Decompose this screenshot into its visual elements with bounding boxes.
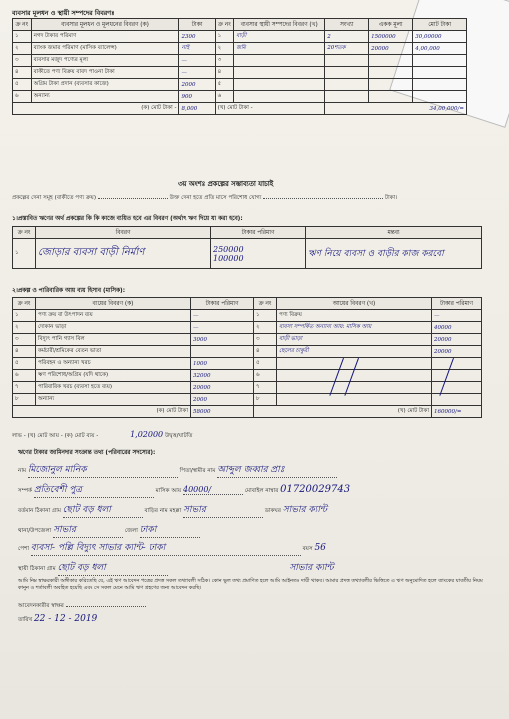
cell-n2: ৫ <box>254 358 277 370</box>
district: ঢাকা <box>140 522 200 538</box>
cell-n: ১ <box>13 310 36 322</box>
table-row <box>13 346 482 358</box>
cell-n: ১ <box>13 239 36 269</box>
guarantor-father: আব্দুল জব্বার প্রাঃ <box>217 462 337 478</box>
cell-n: ১ <box>13 31 32 43</box>
thana: সাভার <box>53 522 123 538</box>
cell-iamt: 20000 <box>432 346 482 358</box>
guarantor-title: ঋণের টাকার জামিনদার সংক্রান্ত তথ্য (পরিবারের সদস্যের): <box>18 450 156 456</box>
cell-asset: বাড়ী <box>234 31 325 43</box>
cell-n: ৭ <box>13 382 36 394</box>
income-expense-title: ২।প্রকল্প ও পারিবারিক আয় ব্যয় হিসাব (মাসিক): <box>12 288 126 294</box>
guarantor-occupation-line <box>18 540 326 556</box>
cell-n: ২ <box>13 322 36 334</box>
cell-exp: পণ্য ক্রয় বা উৎপাদন ব্যয় <box>36 310 191 322</box>
cell-eamt <box>191 346 254 358</box>
guarantor-address-line <box>18 502 327 518</box>
total-right-label: (খ) মোট টাকা <box>254 406 432 418</box>
date-line <box>18 614 97 625</box>
cell-n2: ১ <box>215 31 234 43</box>
cell-n: ২ <box>13 43 32 55</box>
col-header: আয়ের বিবরণ (খ) <box>277 298 432 310</box>
cell-qty: 2 <box>325 31 369 43</box>
cell-exp: বিদ্যুৎ পানি গ্যাস বিল <box>36 334 191 346</box>
cell-eamt: 20000 <box>191 382 254 394</box>
perm-post: সাভার ক্যান্ট <box>289 563 334 573</box>
debt-line <box>12 194 397 203</box>
loan-use-title: ১।প্রস্তাবিত ঋণের অর্থ প্রকল্পের কি কি কাজে ব্যয়িত হবে এর বিবরণ (অর্থাৎ ঋণ দিয়ে যা করা হবে): <box>12 216 243 222</box>
total-right-value: 160000/= <box>432 406 482 418</box>
present-label: বর্তমান ঠিকানা গ্রাম <box>18 508 61 514</box>
age-label: বয়স <box>302 546 313 552</box>
net-suffix: উদ্বৃত্ত/ঘাটতি <box>164 433 193 439</box>
cell-unit: 1500000 <box>369 31 413 43</box>
holding: সাভার <box>183 502 263 518</box>
cell-desc: অন্যান্য <box>31 91 179 103</box>
col-header: ক্র নং <box>13 19 32 31</box>
amount-line-2: 100000 <box>213 253 244 263</box>
name-label: নাম <box>18 468 27 474</box>
cell-iamt: 40000 <box>432 322 482 334</box>
table-row <box>13 43 467 55</box>
cell-desc: ব্যবসার মজুদ পণ্যের মূল্য <box>31 55 179 67</box>
cell-eamt: 32000 <box>191 370 254 382</box>
cell-eamt: 3000 <box>191 334 254 346</box>
table-row <box>13 67 467 79</box>
date-value: 22 - 12 - 2019 <box>33 614 98 624</box>
perm-label: স্থায়ী ঠিকানা গ্রাম <box>18 566 56 572</box>
total-left-label: (ক) মোট টাকা - <box>13 103 179 115</box>
income-expense-table <box>12 297 482 418</box>
table-row <box>13 55 467 67</box>
net-value: 1,02000 <box>130 430 164 439</box>
cell-exp: কর্মচারী/শ্রমিকের বেতন ভাতা <box>36 346 191 358</box>
cell-inc: ছেলের চাকুরী <box>277 346 432 358</box>
cell-exp: পারিবারিক খরচ (ব্যবসা হতে ব্যয়) <box>36 382 191 394</box>
cell-n2: ৬ <box>215 91 234 103</box>
cell-n2: ৫ <box>215 79 234 91</box>
total-right-label: (খ) মোট টাকা - <box>215 103 325 115</box>
signature-line <box>18 602 146 611</box>
col-header: ব্যয়ের বিবরণ (ক) <box>36 298 191 310</box>
guarantor-relation: প্রতিবেশী পুত্র <box>34 482 154 498</box>
sign-label: আবেদনকারীর স্বাক্ষর <box>18 603 64 609</box>
debt-label: প্রকল্পের দেনা সমূহ (বাকীতে পণ্য ক্রয়) <box>12 195 97 201</box>
post: সাভার ক্যান্ট <box>282 505 328 515</box>
guarantor-name-line <box>18 462 337 478</box>
total-left-label: (ক) মোট টাকা <box>13 406 191 418</box>
cell-n: ৪ <box>13 346 36 358</box>
loan-use-table <box>12 226 482 269</box>
amount-line-1: 250000 <box>213 244 244 254</box>
cell-total: 30,00000 <box>413 31 467 43</box>
cell-desc: জোড়ার ব্যবসা বাড়ী নির্মাণ <box>36 239 211 269</box>
cell-n2: ২ <box>215 43 234 55</box>
cell-eamt: 1000 <box>191 358 254 370</box>
cell-n2: ৪ <box>254 346 277 358</box>
col-header: ক্র নং <box>254 298 277 310</box>
thana-label: থানা/উপজেলা <box>18 528 52 534</box>
col-header: ক্র নং <box>13 227 36 239</box>
cell-exp: অন্যান্য <box>36 394 191 406</box>
cell-n2: ১ <box>254 310 277 322</box>
table-header-row <box>13 298 482 310</box>
income-label: মাসিক আয় <box>155 488 182 494</box>
col-header: টাকার পরিমাণ <box>191 298 254 310</box>
district-label: জেলা <box>124 528 138 534</box>
guarantor-income: 40000/ <box>183 485 243 495</box>
date-label: তারিখ <box>18 617 33 623</box>
col-header: বিবরণ <box>36 227 211 239</box>
debt-blank <box>98 198 168 199</box>
col-header: টাকার পরিমাণ <box>211 227 306 239</box>
total-left-value: 8,000 <box>179 103 215 115</box>
repay-blank <box>263 198 383 199</box>
table-header-row <box>13 227 482 239</box>
cell-amount: — <box>179 55 215 67</box>
net-label: লাভ - (খ) মোট আয় - (ক) মোট ব্যয় - <box>12 433 99 439</box>
cell-unit: 20000 <box>369 43 413 55</box>
capital-section-title: ব্যবসার মূলধন ও স্থায়ী সম্পদের বিবরণঃ <box>12 9 115 17</box>
net-line <box>12 430 192 441</box>
cell-n2: ৪ <box>215 67 234 79</box>
table-row <box>13 382 482 394</box>
col-header: ক্র নং <box>215 19 234 31</box>
cell-n2: ৩ <box>215 55 234 67</box>
table-row <box>13 91 467 103</box>
cell-desc: নগদ টাকার পরিমাণ <box>31 31 179 43</box>
cell-n2: ৮ <box>254 394 277 406</box>
present-village: ছোট বড় ধলা <box>63 502 143 518</box>
guarantor-permanent-line <box>18 560 334 576</box>
cell-n: ৩ <box>13 55 32 67</box>
cell-inc: পণ্য বিক্রয় <box>277 310 432 322</box>
guarantor-name: মিজোনুল মানিক <box>28 462 178 478</box>
father-label: পিতা/স্বামীর নাম <box>179 468 216 474</box>
cell-n2: ৭ <box>254 382 277 394</box>
guarantor-relation-line <box>18 482 350 498</box>
col-header: মোট টাকা <box>413 19 467 31</box>
cell-exp: ঋণ পরিশোধ/অগ্রিম (যদি থাকে) <box>36 370 191 382</box>
occupation-label: পেশা <box>18 546 29 552</box>
sign-blank <box>66 606 146 607</box>
occupation: ব্যবসা- পল্লি বিদ্যুৎ সাভার ক্যান্ট- ঢাকা <box>31 540 301 556</box>
col-header: একক মূল্য <box>369 19 413 31</box>
col-header: ক্র নং <box>13 298 36 310</box>
guarantor-mobile: 01720029743 <box>280 484 351 495</box>
post-label: ডাকঘর <box>264 508 281 514</box>
cell-amount: 2000 <box>179 79 215 91</box>
repay-label: উক্ত দেনা হতে প্রতি মাসে পরিশোধ যোগ্য <box>169 195 262 201</box>
total-right-value: 34,00,000/= <box>325 103 467 115</box>
table-row <box>13 239 482 269</box>
cell-n: ৪ <box>13 67 32 79</box>
guarantor-thana-line <box>18 522 200 538</box>
age: 56 <box>314 543 326 553</box>
cell-desc: বাকীতে পণ্য বিক্রয় বাবদ পাওনা টাকা <box>31 67 179 79</box>
table-header-row <box>13 19 467 31</box>
cell-n2: ২ <box>254 322 277 334</box>
cell-exp: দোকান ভাড়া <box>36 322 191 334</box>
cell-desc: অগ্রিম টাকা প্রদান (ব্যবসার কাজে) <box>31 79 179 91</box>
cell-amount: 2300 <box>179 31 215 43</box>
table-row <box>13 358 482 370</box>
cell-inc: বাড়ী ভাড়া <box>277 334 432 346</box>
holding-label: বাড়ির নাম মহল্লা <box>144 508 182 514</box>
cell-n: ৬ <box>13 91 32 103</box>
cell-amount: — <box>179 67 215 79</box>
table-row <box>13 334 482 346</box>
table-row <box>13 322 482 334</box>
table-row <box>13 31 467 43</box>
cell-n: ৬ <box>13 370 36 382</box>
table-row <box>13 394 482 406</box>
relation-label: সম্পর্ক <box>18 488 33 494</box>
cell-remark: ঋণ নিয়ে ব্যবসা ও বাড়ীর কাজ করবো <box>306 239 482 269</box>
cell-n2: ৬ <box>254 370 277 382</box>
table-row <box>13 370 482 382</box>
cell-n: ৩ <box>13 334 36 346</box>
cell-amount: 900 <box>179 91 215 103</box>
col-header: সংখ্যা <box>325 19 369 31</box>
col-header: মন্তব্য <box>306 227 482 239</box>
cell-total: 4,00,000 <box>413 43 467 55</box>
cell-exp: পরিবহন ও অন্যান্য খরচ <box>36 358 191 370</box>
table-total-row <box>13 103 467 115</box>
cell-inc: ব্যবসা সম্পর্কিত অন্যান্য আয়: মাসিক আয় <box>277 322 432 334</box>
col-header: ব্যবসার মূলধন ও মূলধনের বিবরণ (ক) <box>31 19 179 31</box>
table-row <box>13 310 482 322</box>
total-left-value: 58000 <box>191 406 254 418</box>
cell-iamt: 20000 <box>432 334 482 346</box>
cell-amount <box>211 239 306 269</box>
col-header: টাকা <box>179 19 215 31</box>
cell-iamt: — <box>432 310 482 322</box>
cell-qty: 20শতক <box>325 43 369 55</box>
col-header: টাকার পরিমাণ <box>432 298 482 310</box>
table-row <box>13 79 467 91</box>
cell-n: ৫ <box>13 79 32 91</box>
feasibility-section-title: ৩য় অংশঃ প্রকল্পের সম্ভাব্যতা যাচাই <box>178 180 274 188</box>
cell-n: ৫ <box>13 358 36 370</box>
cell-asset: জমি <box>234 43 325 55</box>
cell-eamt: 2000 <box>191 394 254 406</box>
cell-eamt: — <box>191 322 254 334</box>
cell-n2: ৩ <box>254 334 277 346</box>
perm-village: ছোট বড় ধলা <box>58 560 168 576</box>
cell-amount: নাই <box>179 43 215 55</box>
cell-desc: ব্যাংক জমার পরিমাণ (মাসিক ব্যালেন্স) <box>31 43 179 55</box>
mobile-label: মোবাইল নাম্বার <box>244 488 279 494</box>
col-header: ব্যবসার স্থায়ী সম্পদের বিবরণ (খ) <box>234 19 325 31</box>
table-total-row <box>13 406 482 418</box>
cell-eamt: — <box>191 310 254 322</box>
declaration-text: আমি নিম্ন স্বাক্ষরকারী অঙ্গীকার করিতেছি যে, এই ঋণ আবেদন পত্রের প্রদত্ত সকল তথ্যাবলী সঠিক। কোন ভুল তথ্য প্রমাণিত হলে আমি আইনতঃ দায়ী থাকব। আমার প্রদত্ত তথ্যাবলীর ভিত্তিতে এ ঋণ অনুমোদিত হলে ব্যাংকের যাবতীয় নিয়ম কানুন ও শর্তাবলী অবহিত হয়েছি এবং সে সকল মেনে আমি ঋণ গ্রহণের জন্য আবেদন করছি। <box>18 578 483 591</box>
taka-label: টাকা। <box>385 195 398 201</box>
capital-assets-table <box>12 18 467 115</box>
cell-n: ৮ <box>13 394 36 406</box>
